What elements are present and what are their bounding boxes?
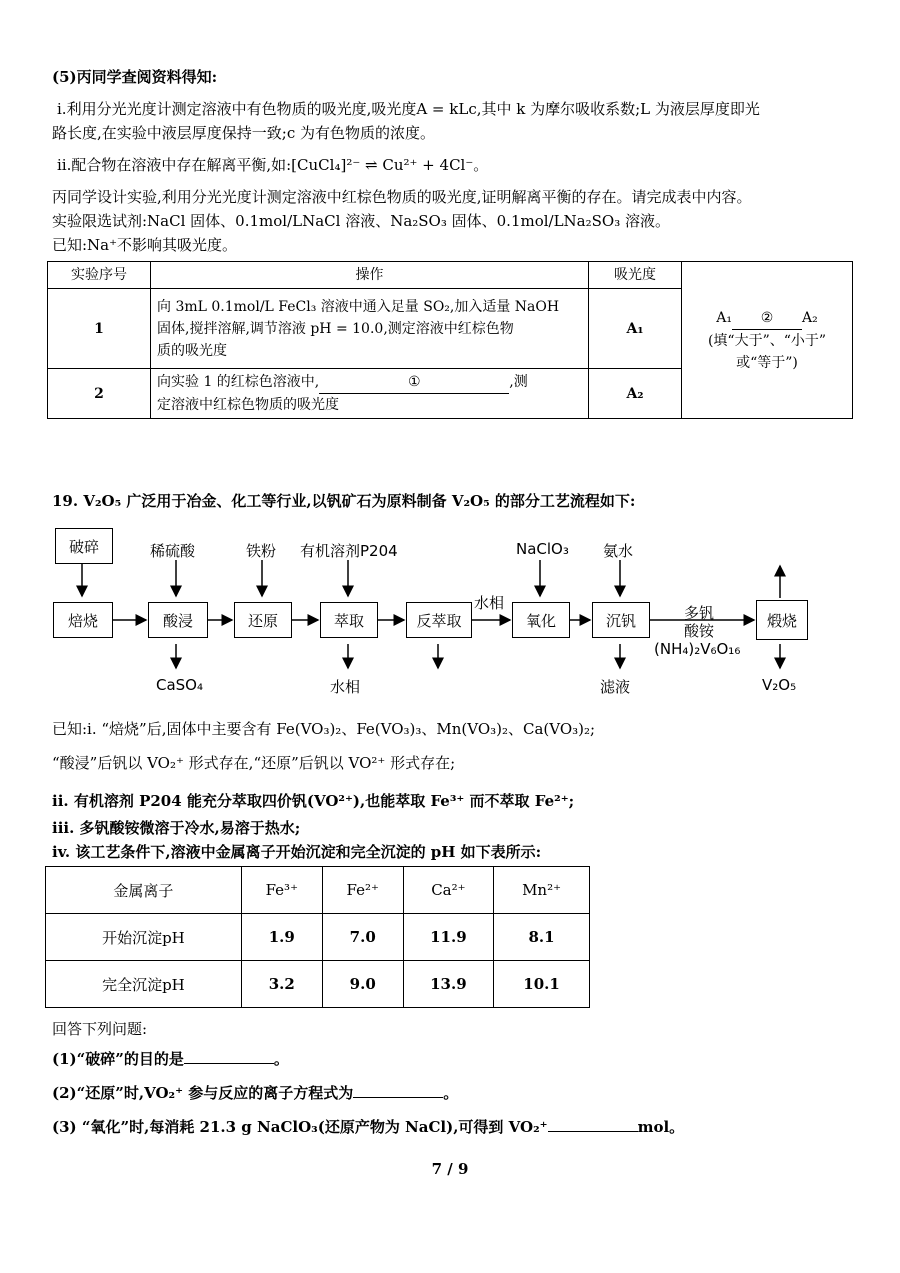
question-3: [52, 1116, 684, 1138]
compare-hint2: 或“等于”): [736, 354, 798, 371]
input-naclo3: NaClO₃: [516, 540, 569, 558]
table-row: [46, 914, 590, 961]
flow-box-label: 还原: [247, 611, 278, 630]
input-ammonia: 氨水: [603, 542, 634, 560]
row2-abs: A₂: [589, 369, 682, 419]
row1-no: 1: [48, 289, 151, 369]
th-fe3: Fe³⁺: [241, 867, 322, 914]
q2-answer-blank[interactable]: [353, 1097, 443, 1098]
flow-box-label: 焙烧: [67, 611, 98, 630]
cell: 11.9: [403, 914, 493, 961]
known19-i-l2: “酸浸”后钒以 VO₂⁺ 形式存在,“还原”后钒以 VO²⁺ 形式存在;: [52, 754, 456, 772]
known19-i-l1: 已知:i. “焙烧”后,固体中主要含有 Fe(VO₃)₂、Fe(VO₃)₃、Mn(VO₃)₂、Ca(VO₃)₂;: [52, 720, 596, 738]
compare-a2: A₂: [802, 309, 818, 326]
info-i-line1: ⅰ.利用分光光度计测定溶液中有色物质的吸光度,吸光度A = kLc,其中 k 为摩尔吸收系数;L 为液层厚度即光: [57, 100, 760, 118]
flow-box-oxidize: [512, 602, 570, 638]
compare-a1: A₁: [716, 309, 732, 326]
flow-box-label: 酸浸: [162, 611, 193, 630]
row2-op-l2: 定溶液中红棕色物质的吸光度: [157, 397, 339, 413]
flow-box-label: 破碎: [68, 537, 99, 556]
known19-iii: iii. 多钒酸铵微溶于冷水,易溶于热水;: [52, 819, 301, 837]
q3-end: mol。: [637, 1118, 685, 1136]
known19-iv: iv. 该工艺条件下,溶液中金属离子开始沉淀和完全沉淀的 pH 如下表所示:: [52, 843, 542, 861]
section-5-title: (5)丙同学查阅资料得知:: [52, 68, 218, 86]
reagents-text: 实验限选试剂:NaCl 固体、0.1mol/LNaCl 溶液、Na₂SO₃ 固体、0.1mol/LNa₂SO₃ 溶液。: [52, 212, 670, 230]
input-sulfuric-acid: 稀硫酸: [150, 542, 196, 560]
cell: 9.0: [322, 961, 403, 1008]
questions-intro: 回答下列问题:: [52, 1020, 148, 1038]
th-ion: 金属离子: [46, 867, 242, 914]
row-label-start: 开始沉淀pH: [46, 914, 242, 961]
page-number: 7 / 9: [431, 1160, 469, 1178]
output-water-phase: 水相: [330, 678, 361, 696]
header-no: 实验序号: [48, 262, 151, 289]
row2-op: [151, 369, 589, 419]
th-mn2: Mn²⁺: [494, 867, 590, 914]
flow-box-extract: [320, 602, 378, 638]
row1-op-l1: 向 3mL 0.1mol/L FeCl₃ 溶液中通入足量 SO₂,加入适量 NaOH: [157, 298, 560, 315]
cell: 7.0: [322, 914, 403, 961]
cell: 10.1: [494, 961, 590, 1008]
input-p204: 有机溶剂P204: [300, 542, 398, 560]
product-ammonium-polyvanadate: [684, 604, 714, 640]
flow-box-crush: [55, 528, 113, 564]
info-ii: ⅱ.配合物在溶液中存在解离平衡,如:[CuCl₄]²⁻ ⇌ Cu²⁺ + 4Cl⁻。: [57, 156, 489, 174]
flow-box-label: 沉钒: [605, 611, 636, 630]
th-ca2: Ca²⁺: [403, 867, 493, 914]
flow-box-acid-leach: [148, 602, 208, 638]
arrow-label-water-phase: 水相: [474, 594, 505, 612]
flow-box-label: 反萃取: [416, 611, 462, 630]
flow-box-label: 煅烧: [766, 611, 797, 630]
th-fe2: Fe²⁺: [322, 867, 403, 914]
blank-2[interactable]: ②: [732, 307, 802, 330]
q2-text: (2)“还原”时,VO₂⁺ 参与反应的离子方程式为: [52, 1084, 354, 1102]
known19-ii: ii. 有机溶剂 P204 能充分萃取四价钒(VO²⁺),也能萃取 Fe³⁺ 而不萃取 Fe²⁺;: [52, 792, 575, 810]
design-text: 丙同学设计实验,利用分光光度计测定溶液中红棕色物质的吸光度,证明解离平衡的存在。请完成表中内容。: [52, 188, 752, 206]
precipitation-ph-table: [45, 866, 590, 1008]
row1-abs: A₁: [589, 289, 682, 369]
q1-end: 。: [273, 1050, 289, 1068]
row1-op-l3: 质的吸光度: [157, 342, 227, 359]
q3-answer-blank[interactable]: [548, 1131, 638, 1132]
row2-no: 2: [48, 369, 151, 419]
output-filtrate: 滤液: [600, 678, 631, 696]
compare-hint1: (填“大于”、“小于”: [707, 332, 827, 349]
info-i-line2: 路长度,在实验中液层厚度保持一致;c 为有色物质的浓度。: [52, 124, 435, 142]
row-label-complete: 完全沉淀pH: [46, 961, 242, 1008]
flow-box-label: 萃取: [333, 611, 364, 630]
flow-box-precipitate: [592, 602, 650, 638]
cell: 8.1: [494, 914, 590, 961]
product-line2: 酸铵: [684, 622, 715, 640]
compare-cell: [682, 262, 853, 419]
output-caso4: CaSO₄: [156, 676, 204, 694]
flow-box-calcine: [756, 600, 808, 640]
header-abs: 吸光度: [589, 262, 682, 289]
q2-end: 。: [443, 1084, 459, 1102]
row2-op-l1: 向实验 1 的红棕色溶液中,: [157, 374, 320, 390]
cell: 1.9: [241, 914, 322, 961]
known-text: 已知:Na⁺不影响其吸光度。: [52, 236, 238, 254]
output-v2o5: V₂O₅: [762, 676, 797, 694]
q3-text: (3) “氧化”时,每消耗 21.3 g NaClO₃(还原产物为 NaCl),可得到 VO₂⁺: [52, 1118, 548, 1136]
table-row: [46, 867, 590, 914]
product-formula: (NH₄)₂V₆O₁₆: [654, 640, 741, 658]
question-2: [52, 1082, 458, 1104]
flow-box-reduce: [234, 602, 292, 638]
table-row: [46, 961, 590, 1008]
flow-box-roast: [53, 602, 113, 638]
flow-box-back-extract: [406, 602, 472, 638]
blank-1[interactable]: ①: [319, 371, 509, 394]
q1-answer-blank[interactable]: [184, 1063, 274, 1064]
cell: 13.9: [403, 961, 493, 1008]
q19-title: 19. V₂O₅ 广泛用于冶金、化工等行业,以钒矿石为原料制备 V₂O₅ 的部分工艺流程如下:: [52, 492, 636, 510]
q1-text: (1)“破碎”的目的是: [52, 1050, 184, 1068]
flow-box-label: 氧化: [525, 611, 556, 630]
input-iron-powder: 铁粉: [246, 542, 277, 560]
product-line1: 多钒: [684, 604, 715, 622]
question-1: [52, 1048, 289, 1070]
row1-op-l2: 固体,搅拌溶解,调节溶液 pH = 10.0,测定溶液中红棕色物: [157, 320, 514, 337]
row1-op: [151, 289, 589, 369]
header-op: 操作: [151, 262, 589, 289]
cell: 3.2: [241, 961, 322, 1008]
row2-op-l1b: ,测: [509, 374, 528, 390]
experiment-table: [47, 261, 853, 419]
